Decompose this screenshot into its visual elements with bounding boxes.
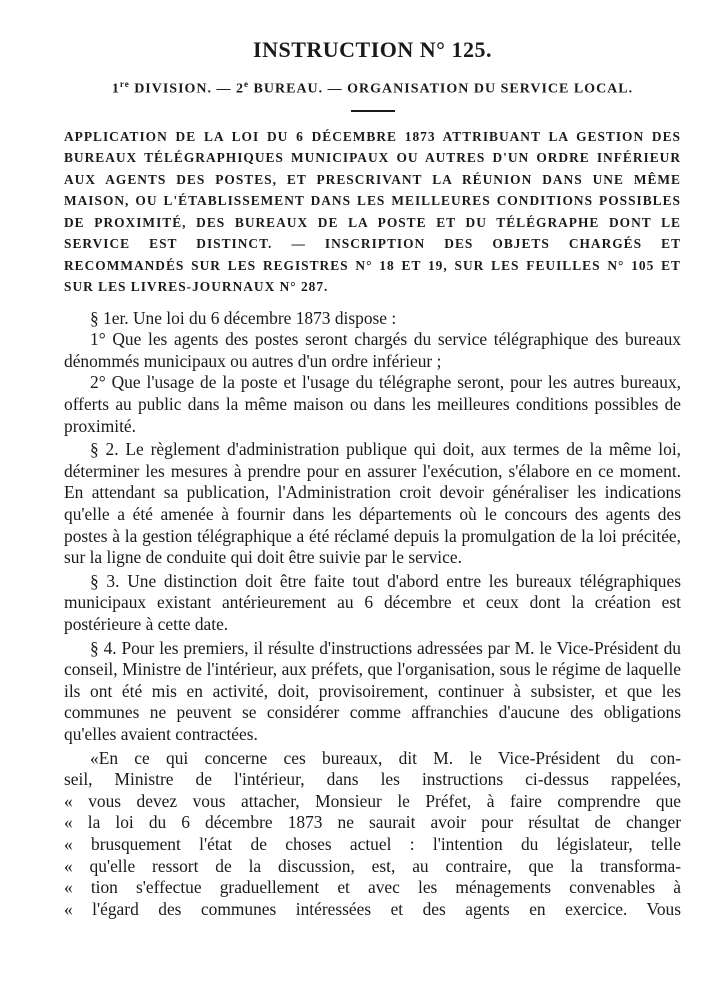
paragraph-section-2: § 2. Le règlement d'administration publique qui doit, aux termes de la même loi, déterminer les mesures à prendre pour en assurer l'exécution, s'élabore en ce moment. En attendant sa publication, l'Administration croit devoir généraliser les indications qu'elle a été amenée à fournir dans les départements où le concours des agents des postes à la gestion télégraphique a été réclamé depuis la promulgation de la loi précitée, sur la ligne de conduite qui doit être suivie par le service. [64, 439, 681, 568]
divider-rule [351, 110, 395, 112]
division-heading [64, 74, 681, 100]
quote-line: « vous devez vous attacher, Monsieur le Préfet, à faire comprendre que [64, 790, 681, 811]
quote-line: « tion s'effectue graduellement et avec les ménagements convenables à [64, 877, 681, 898]
division-superscript: re [119, 79, 130, 89]
bureau-rest: BUREAU. — ORGANISATION DU SERVICE LOCAL. [249, 81, 634, 97]
quote-line: «En ce qui concerne ces bureaux, dit M. le Vice-Président du con- [90, 747, 681, 768]
division-word: DIVISION. — 2 [129, 81, 245, 97]
quote-line: « l'égard des communes intéressées et des agents en exercice. Vous [64, 898, 681, 919]
instruction-title: INSTRUCTION N° 125. [253, 37, 492, 62]
quote-line: « brusquement l'état de choses actuel : l'intention du législateur, telle [64, 833, 681, 854]
quote-line: « la loi du 6 décembre 1873 ne saurait avoir pour résultat de changer [64, 812, 681, 833]
paragraph-section-3: § 3. Une distinction doit être faite tout d'abord entre les bureaux télégraphiques municipaux existant antérieurement au 6 décembre et ceux dont la création est postérieure à cette date. [64, 570, 681, 634]
quote-line: « qu'elle ressort de la discussion, est, au contraire, que la transforma- [64, 855, 681, 876]
paragraph-section-4: § 4. Pour les premiers, il résulte d'instructions adressées par M. le Vice-Président du conseil, Ministre de l'intérieur, aux préfets, que l'organisation, sous le régime de laquelle ils ont été mis en activité, doit, provisoirement, continuer à subsister, et que les communes ne peuvent se considérer comme affranchies d'aucune des obligations qu'elles avaient contractées. [64, 637, 681, 744]
division-number: 1 [111, 81, 120, 97]
quotation-block [64, 748, 681, 921]
paragraph-item-2: 2° Que l'usage de la poste et l'usage du télégraphe seront, pour les autres bureaux, offerts au public dans la même maison ou dans les meilleures conditions possibles de proximité. [64, 372, 681, 436]
paragraph-item-1: 1° Que les agents des postes seront chargés du service télégraphique des bureaux dénommés municipaux ou autres d'un ordre inférieur ; [64, 329, 681, 371]
summary-block: APPLICATION DE LA LOI DU 6 DÉCEMBRE 1873 ATTRIBUANT LA GESTION DES BUREAUX TÉLÉGRAPHIQUES MUNICIPAUX OU AUTRES D'UN ORDRE INFÉRIEUR AUX AGENTS DES POSTES, ET PRESCRIVANT LA RÉUNION DANS UNE MÊME MAISON, OU L'ÉTABLISSEMENT DANS LES MEILLEURES CONDITIONS POSSIBLES DE PROXIMITÉ, DES BUREAUX DE LA POSTE ET DU TÉLÉGRAPHE DONT LE SERVICE EST DISTINCT. — INSCRIPTION DES OBJETS CHARGÉS ET RECOMMANDÉS SUR LES REGISTRES N° 18 ET 19, SUR LES FEUILLES N° 105 ET SUR LES LIVRES-JOURNAUX N° 287. [64, 128, 681, 295]
paragraph-section-1: § 1er. Une loi du 6 décembre 1873 dispose : [90, 307, 397, 328]
quote-line: seil, Ministre de l'intérieur, dans les instructions ci-dessus rappelées, [64, 769, 681, 790]
body-text [64, 308, 681, 746]
bureau-superscript: e [244, 79, 250, 89]
